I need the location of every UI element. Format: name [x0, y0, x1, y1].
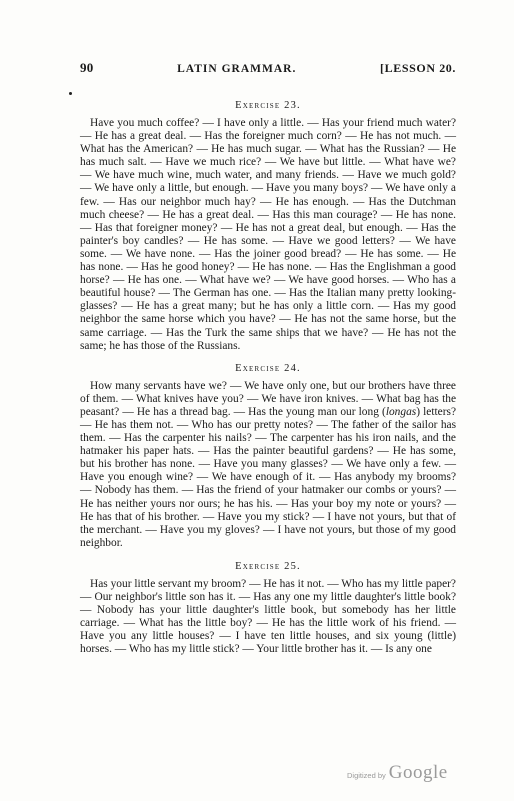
- exercise-23: [80, 100, 456, 353]
- lesson-label: [LESSON 20.: [380, 61, 456, 75]
- exercise-24: [80, 363, 456, 550]
- exercise-24-text-part1: How many servants have we? — We have only one, but our brothers have three of them. — What knives have you? — We have iron knives. — What bag has the peasant? — He has a thread bag. — Has the young man our long (: [80, 379, 456, 418]
- google-logo: Google: [388, 762, 448, 783]
- print-speck: [69, 92, 72, 95]
- digitized-watermark: [347, 762, 448, 784]
- watermark-prefix: Digitized by: [347, 771, 386, 780]
- exercise-25: [80, 561, 456, 657]
- exercise-23-text: Have you much coffee? — I have only a little. — Has your friend much water? — He has a great deal. — Has the foreigner much corn? — He has not much. — What has the American? — He has much sugar. — What has the Russian? — He has much salt. — Have we much rice? — We have but little. — What have we? — We have much wine, much water, and many friends. — Have we much gold? — We have only a little, but enough. — Have you many boys? — We have only a few. — Has our neighbor much hay? — He has enough. — Has the Dutchman much cheese? — He has a great deal. — Has this man courage? — He has none. — Has that foreigner money? — He has not a great deal, but enough. — Has the painter's boy candles? — He has some. — Have we good letters? — We have some. — We have none. — Has the joiner good bread? — He has some. — He has none. — Has he good honey? — He has none. — Has the Englishman a good horse? — He has one. — What have we? — We have good horses. — Who has a beautiful house? — The German has one. — Has the Italian many pretty looking-glasses? — He has a great many; but he has only a little corn. — Has my good neighbor the same horse which you have? — He has not the same horse, but the same carriage. — Has the Turk the same ships that we have? — He has not the same; he has those of the Russians.: [80, 117, 456, 352]
- page-number: 90: [80, 60, 94, 75]
- book-page: [80, 60, 456, 656]
- exercise-24-title: Exercise 24.: [235, 362, 301, 374]
- exercise-25-text: Has your little servant my broom? — He has it not. — Who has my little paper? — Our neighbor's little son has it. — Has any one my little daughter's little book? — Nobody has your little daughter's little book, but somebody has her little carriage. — What has the little boy? — He has the little work of his friend. — Have you any little houses? — I have ten little houses, and six young (little) horses. — Who has my little stick? — Your little brother has it. — Is any one: [80, 577, 456, 656]
- running-head: [80, 60, 456, 76]
- exercise-24-text: [80, 380, 456, 550]
- exercise-24-latin-word: longas: [385, 405, 417, 418]
- running-title: LATIN GRAMMAR.: [177, 63, 297, 75]
- exercise-23-title: Exercise 23.: [235, 100, 301, 111]
- exercise-24-text-part2: ) letters? — He has them not. — Who has our pretty notes? — The father of the sailor has them. — Has the carpenter his nails? — The carpenter has his iron nails, and the hatmaker his paper hats. — Has the painter beautiful gardens? — He has some, but his brother has none. — Have you many glasses? — We have only a few. — Have you enough wine? — We have enough of it. — Has anybody my brooms? — Nobody has them. — Has the friend of your hatmaker our combs or yours? — He has neither yours nor ours; he has his. — Has your boy my note or yours? — He has that of his brother. — Have you my stick? — I have not yours, but that of the merchant. — Have you my gloves? — I have not yours, but those of my good neighbor.: [80, 405, 456, 549]
- exercise-25-title: Exercise 25.: [235, 560, 301, 572]
